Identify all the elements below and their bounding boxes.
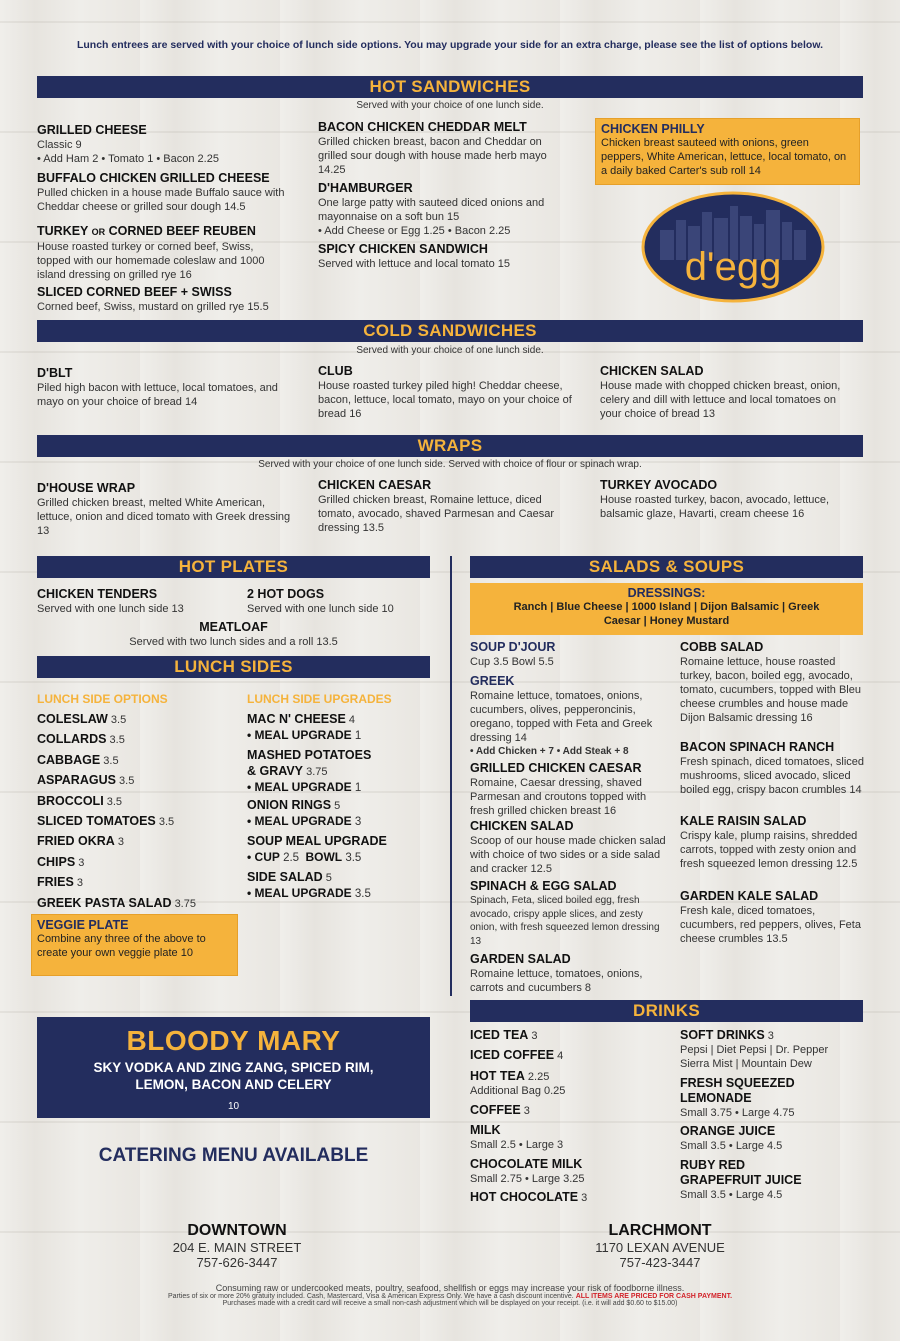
item-name: GREEK <box>470 674 515 688</box>
meatloaf-item <box>37 620 430 649</box>
hot-sandwiches-header: HOT SANDWICHES <box>37 76 863 98</box>
item-name: KALE RAISIN SALAD <box>680 814 807 828</box>
footer-line-3: Purchases made with a credit card will receive a small non-cash adjustment which will be displayed on your receipt. (i.e. it will add $0.60 to $15.00) <box>222 1300 678 1307</box>
drink-orange-juice <box>680 1124 782 1153</box>
side-price: 3.5 <box>110 714 127 726</box>
meal-upgrade-price: 1 <box>354 782 362 794</box>
hot-sandwiches-subtitle: Served with your choice of one lunch side. <box>356 100 544 111</box>
drink-coffee <box>470 1103 530 1119</box>
upgrade-price: 5 <box>334 800 341 812</box>
side-option <box>37 712 126 728</box>
turkey-avocado-item <box>600 478 830 521</box>
drink-name: HOT CHOCOLATE <box>470 1190 579 1204</box>
drink-grapefruit <box>680 1158 802 1202</box>
side-option <box>37 875 83 891</box>
drink-desc: Pepsi | Diet Pepsi | Dr. Pepper Sierra Mist | Mountain Dew <box>680 1044 829 1070</box>
drink-desc: Small 3.75 • Large 4.75 <box>680 1107 795 1119</box>
item-name: GRILLED CHEESE <box>37 123 147 137</box>
cup-label: • CUP <box>247 850 280 864</box>
item-desc: Chicken breast sauteed with onions, green peppers, White American, lettuce, local tomato, on a daily baked Carter's sub roll 14 <box>601 137 847 177</box>
item-desc: Romaine lettuce, tomatoes, onions, cucumbers, olives, pepperoncinis, oregano, topped with Feta and Greek dressing 14 <box>470 690 653 744</box>
item-desc: Spinach, Feta, sliced boiled egg, fresh avocado, crispy apple slices, and zesty onion, with fresh squeezed lemon dressing 13 <box>470 895 660 947</box>
item-desc: House made with chopped chicken breast, onion, celery and dill with lettuce and local tomatoes on your choice of bread 13 <box>600 380 841 420</box>
drink-name: CHOCOLATE MILK <box>470 1157 583 1171</box>
drink-price: 4 <box>557 1050 564 1062</box>
hot-plates-header: HOT PLATES <box>37 556 430 578</box>
drink-name: COFFEE <box>470 1103 521 1117</box>
upgrade-name: MAC N' CHEESE <box>247 712 346 726</box>
degg-logo <box>640 190 826 304</box>
drink-name: SOFT DRINKS <box>680 1028 765 1042</box>
side-price: 3.5 <box>103 755 119 767</box>
item-name: CHICKEN SALAD <box>470 819 574 833</box>
column-divider <box>450 556 452 996</box>
item-desc: House roasted turkey or corned beef, Swiss, topped with our homemade coleslaw and 1000 island dressing on grilled rye 16 <box>37 241 265 281</box>
upgrade-name-2: & GRAVY <box>247 764 304 778</box>
item-name-a: TURKEY <box>37 224 92 238</box>
dressings-heading: DRESSINGS: <box>627 586 706 600</box>
location-address: 204 E. MAIN STREET <box>172 1240 302 1255</box>
bloody-mary-panel <box>37 1017 430 1118</box>
item-name: GRILLED CHICKEN CAESAR <box>470 761 642 775</box>
kale-raisin-salad-item <box>680 814 865 871</box>
item-name: D'HOUSE WRAP <box>37 481 136 495</box>
item-name: BACON CHICKEN CHEDDAR MELT <box>318 120 527 134</box>
sliced-corned-beef-item <box>37 285 299 314</box>
footer-line-2 <box>0 1293 900 1300</box>
item-desc: Served with one lunch side 13 <box>37 603 184 615</box>
item-desc: House roasted turkey, bacon, avocado, lettuce, balsamic glaze, Havarti, cream cheese 16 <box>600 494 830 520</box>
cold-sandwiches-header: COLD SANDWICHES <box>37 320 863 342</box>
upgrade-price: 3.75 <box>306 766 328 778</box>
item-desc: Served with two lunch sides and a roll 13.5 <box>129 636 338 648</box>
lunch-sides-header: LUNCH SIDES <box>37 656 430 678</box>
item-name: D'BLT <box>37 366 73 380</box>
item-name: 2 HOT DOGS <box>247 587 325 601</box>
location-phone: 757-423-3447 <box>619 1255 701 1270</box>
veggie-plate-box <box>31 914 238 976</box>
garden-salad-item <box>470 952 670 995</box>
upgrade-name: ONION RINGS <box>247 798 332 812</box>
side-name: ASPARAGUS <box>37 773 116 787</box>
upgrade-price: 5 <box>325 872 332 884</box>
side-price: 3.75 <box>174 898 196 910</box>
upgrade-name: MASHED POTATOES <box>247 748 372 762</box>
drink-name: FRESH SQUEEZED <box>680 1076 795 1090</box>
intro-text: Lunch entrees are served with your choice of lunch side options. You may upgrade your side for an extra charge, please see the list of options below. <box>76 39 824 51</box>
garden-kale-salad-item <box>680 889 865 946</box>
meal-upgrade-label: • MEAL UPGRADE <box>247 780 352 794</box>
cold-chicken-salad-item <box>600 364 845 421</box>
bacon-chicken-melt-item <box>318 120 573 177</box>
chicken-tenders-item <box>37 587 237 616</box>
location-downtown <box>137 1222 337 1270</box>
lunch-side-upgrades-heading: LUNCH SIDE UPGRADES <box>247 692 392 706</box>
item-desc: Romaine, Caesar dressing, shaved Parmesan and croutons topped with fresh grilled chicken breast 16 <box>470 777 647 817</box>
drink-desc: Additional Bag 0.25 <box>470 1085 566 1097</box>
item-desc: Grilled chicken breast, Romaine lettuce, diced tomato, avocado, shaved Parmesan and Caesar dressing 13.5 <box>318 494 555 534</box>
wraps-header: WRAPS <box>37 435 863 457</box>
side-option <box>37 794 122 810</box>
side-name: CABBAGE <box>37 753 101 767</box>
side-option <box>37 773 134 789</box>
turkey-reuben-item <box>37 224 277 282</box>
onion-rings-upgrade <box>247 798 361 830</box>
item-desc: Fresh spinach, diced tomatoes, sliced mushrooms, sliced avocado, sliced boiled egg, crispy bacon crumbles 14 <box>680 756 865 796</box>
meal-upgrade-price: 1 <box>354 730 362 742</box>
upgrade-price: 4 <box>348 714 356 726</box>
club-item <box>318 364 576 421</box>
location-larchmont <box>560 1222 760 1270</box>
item-name: CHICKEN SALAD <box>600 364 704 378</box>
item-desc: Crispy kale, plump raisins, shredded carrots, topped with zesty onion and fresh squeezed lemon dressing 12.5 <box>680 830 858 870</box>
meal-upgrade-price: 3 <box>354 816 362 828</box>
item-name: GARDEN SALAD <box>470 952 571 966</box>
item-name: CHICKEN PHILLY <box>601 122 705 136</box>
grilled-cheese-item <box>37 123 299 166</box>
item-addons: • Add Chicken + 7 • Add Steak + 8 <box>470 746 629 757</box>
upgrade-name: SOUP MEAL UPGRADE <box>247 834 387 848</box>
drink-desc: Small 3.5 • Large 4.5 <box>680 1140 783 1152</box>
meal-upgrade-label: • MEAL UPGRADE <box>247 886 352 900</box>
side-price: 3 <box>78 857 85 869</box>
cold-sandwiches-subtitle: Served with your choice of one lunch side. <box>356 345 544 356</box>
drink-iced-coffee <box>470 1048 563 1064</box>
mashed-potatoes-upgrade <box>247 748 371 796</box>
item-name: SOUP D'JOUR <box>470 640 556 654</box>
meal-upgrade-label: • MEAL UPGRADE <box>247 728 352 742</box>
dressings-box <box>470 583 863 635</box>
item-name: TURKEY AVOCADO <box>600 478 718 492</box>
bowl-label: BOWL <box>305 850 343 864</box>
cup-price: 2.5 <box>283 852 300 864</box>
spinach-egg-salad-item <box>470 879 670 948</box>
item-desc: Romaine lettuce, house roasted turkey, bacon, boiled egg, avocado, tomato, cucumbers, topped with Bleu cheese crumbles and house made Dijon Balsamic dressing 16 <box>680 656 861 724</box>
drink-desc: Small 2.5 • Large 3 <box>470 1139 564 1151</box>
cobb-salad-item <box>680 640 865 725</box>
side-name: FRIED OKRA <box>37 834 115 848</box>
drink-hot-chocolate <box>470 1190 587 1206</box>
drink-iced-tea <box>470 1028 538 1044</box>
drink-price: 3 <box>581 1192 588 1204</box>
footer-cash-notice: ALL ITEMS ARE PRICED FOR CASH PAYMENT. <box>575 1293 733 1300</box>
dhouse-wrap-item <box>37 481 299 538</box>
side-name: BROCCOLI <box>37 794 104 808</box>
drink-price: 3 <box>531 1030 538 1042</box>
item-desc: Piled high bacon with lettuce, local tomatoes, and mayo on your choice of bread 14 <box>37 382 278 408</box>
drink-chocolate-milk <box>470 1157 585 1186</box>
drink-name: ICED TEA <box>470 1028 529 1042</box>
item-desc: Scoop of our house made chicken salad with choice of two sides or a side salad and cracker 12.5 <box>470 835 666 875</box>
item-name: CLUB <box>318 364 353 378</box>
footer-line-1: Consuming raw or undercooked meats, poultry, seafood, shellfish or eggs may increase your risk of foodborne illness. <box>215 1283 685 1293</box>
spicy-chicken-item <box>318 242 573 271</box>
side-option <box>37 814 174 830</box>
dressings-list: Ranch | Blue Cheese | 1000 Island | Dijon Balsamic | Greek Caesar | Honey Mustard <box>513 601 820 627</box>
item-name: CHICKEN CAESAR <box>318 478 432 492</box>
side-price: 3.5 <box>106 796 123 808</box>
salads-soups-header: SALADS & SOUPS <box>470 556 863 578</box>
item-name-b: CORNED BEEF REUBEN <box>105 224 256 238</box>
lunch-side-options-heading: LUNCH SIDE OPTIONS <box>37 692 168 706</box>
chicken-philly-box <box>595 118 860 185</box>
item-name: SPINACH & EGG SALAD <box>470 879 617 893</box>
chicken-salad-plate-item <box>470 819 670 876</box>
item-name: CHICKEN TENDERS <box>37 587 158 601</box>
item-desc: Served with one lunch side 10 <box>247 603 394 615</box>
location-phone: 757-626-3447 <box>196 1255 278 1270</box>
footer-line-2a: Parties of six or more 20% gratuity included. Cash, Mastercard, Visa & American Express Only. We have a cash discount incentive. <box>167 1293 576 1300</box>
item-desc: Grilled chicken breast, bacon and Cheddar on grilled sour dough with house made herb mayo 14.25 <box>318 136 547 176</box>
side-name: GREEK PASTA SALAD <box>37 896 172 910</box>
drinks-header: DRINKS <box>470 1000 863 1022</box>
item-desc: Combine any three of the above to create your own veggie plate 10 <box>37 933 206 959</box>
side-option <box>37 896 196 912</box>
hot-dogs-item <box>247 587 437 616</box>
item-name: VEGGIE PLATE <box>37 918 129 932</box>
item-desc: Grilled chicken breast, melted White American, lettuce, onion and diced tomato with Greek dressing 13 <box>37 497 291 537</box>
meal-upgrade-price: 3.5 <box>354 888 371 900</box>
item-desc: Pulled chicken in a house made Buffalo sauce with Cheddar cheese or grilled sour dough 14.5 <box>37 187 285 213</box>
drink-name: ORANGE JUICE <box>680 1124 776 1138</box>
side-name: CHIPS <box>37 855 76 869</box>
drink-hot-tea <box>470 1069 565 1098</box>
side-price: 3.5 <box>109 734 125 746</box>
dhamburger-item <box>318 181 568 238</box>
drink-desc: Small 2.75 • Large 3.25 <box>470 1173 585 1185</box>
meal-upgrade-label: • MEAL UPGRADE <box>247 814 352 828</box>
item-name-or: OR <box>91 227 106 237</box>
drink-name: MILK <box>470 1123 501 1137</box>
side-option <box>37 732 125 748</box>
side-name: SLICED TOMATOES <box>37 814 156 828</box>
item-name: BACON SPINACH RANCH <box>680 740 835 754</box>
side-price: 3.5 <box>158 816 175 828</box>
location-name: DOWNTOWN <box>187 1222 287 1239</box>
side-price: 3 <box>76 877 83 889</box>
bacon-spinach-ranch-item <box>680 740 865 797</box>
logo-text: d'egg <box>684 245 782 289</box>
item-name: GARDEN KALE SALAD <box>680 889 819 903</box>
location-name: LARCHMONT <box>608 1222 712 1239</box>
item-desc: Served with lettuce and local tomato 15 <box>318 258 511 270</box>
item-name: D'HAMBURGER <box>318 181 413 195</box>
drink-price: 3 <box>523 1105 530 1117</box>
side-option <box>37 834 124 850</box>
item-name: SLICED CORNED BEEF + SWISS <box>37 285 232 299</box>
bloody-mary-price: 10 <box>227 1101 240 1112</box>
drink-price: 3 <box>767 1030 774 1042</box>
grilled-chicken-caesar-item <box>470 761 670 818</box>
drink-milk <box>470 1123 563 1152</box>
item-desc: Cup 3.5 Bowl 5.5 <box>470 656 554 668</box>
location-address: 1170 LEXAN AVENUE <box>595 1240 725 1255</box>
item-desc: Romaine lettuce, tomatoes, onions, carrots and cucumbers 8 <box>470 968 643 994</box>
side-price: 3 <box>117 836 124 848</box>
item-desc: Corned beef, Swiss, mustard on grilled rye 15.5 <box>37 301 269 313</box>
wraps-subtitle: Served with your choice of one lunch side. Served with choice of flour or spinach wrap. <box>258 459 642 470</box>
side-name: COLESLAW <box>37 712 108 726</box>
drink-price: 2.25 <box>527 1071 550 1083</box>
soup-meal-upgrade <box>247 834 387 866</box>
drink-name: RUBY RED <box>680 1158 746 1172</box>
mac-cheese-upgrade <box>247 712 361 744</box>
item-desc: One large patty with sauteed diced onions and mayonnaise on a soft bun 15 <box>318 197 545 223</box>
drink-name-2: LEMONADE <box>680 1091 752 1105</box>
item-desc: Fresh kale, diced tomatoes, cucumbers, red peppers, olives, Feta cheese crumbles 13.5 <box>680 905 861 945</box>
drink-desc: Small 3.5 • Large 4.5 <box>680 1189 783 1201</box>
footer-disclaimer <box>0 1283 900 1307</box>
item-name: BUFFALO CHICKEN GRILLED CHEESE <box>37 171 270 185</box>
side-name: COLLARDS <box>37 732 107 746</box>
item-name: COBB SALAD <box>680 640 764 654</box>
side-price: 3.5 <box>119 775 135 787</box>
catering-notice: CATERING MENU AVAILABLE <box>98 1145 369 1166</box>
buffalo-chicken-item <box>37 171 299 214</box>
drink-name: HOT TEA <box>470 1069 525 1083</box>
side-name: FRIES <box>37 875 74 889</box>
bowl-price: 3.5 <box>345 852 362 864</box>
item-name <box>37 224 277 240</box>
drink-lemonade <box>680 1076 795 1120</box>
chicken-caesar-wrap-item <box>318 478 576 535</box>
bloody-mary-desc: SKY VODKA AND ZING ZANG, SPICED RIM, LEMON, BACON AND CELERY <box>93 1060 374 1092</box>
side-option <box>37 753 119 769</box>
dblt-item <box>37 366 297 409</box>
upgrade-name: SIDE SALAD <box>247 870 323 884</box>
item-desc: House roasted turkey piled high! Cheddar cheese, bacon, lettuce, local tomato, mayo on your choice of bread 16 <box>318 380 572 420</box>
bloody-mary-title: BLOODY MARY <box>126 1025 341 1056</box>
item-addons: • Add Cheese or Egg 1.25 • Bacon 2.25 <box>318 225 511 237</box>
soup-djour-item <box>470 640 670 669</box>
greek-salad-item <box>470 674 670 759</box>
drink-soft-drinks <box>680 1028 865 1071</box>
drink-name-2: GRAPEFRUIT JUICE <box>680 1173 802 1187</box>
item-addons: • Add Ham 2 • Tomato 1 • Bacon 2.25 <box>37 153 219 165</box>
drink-name: ICED COFFEE <box>470 1048 555 1062</box>
item-name: MEATLOAF <box>199 620 268 634</box>
side-option <box>37 855 84 871</box>
item-name: SPICY CHICKEN SANDWICH <box>318 242 488 256</box>
side-salad-upgrade <box>247 870 371 902</box>
item-desc: Classic 9 <box>37 139 82 151</box>
